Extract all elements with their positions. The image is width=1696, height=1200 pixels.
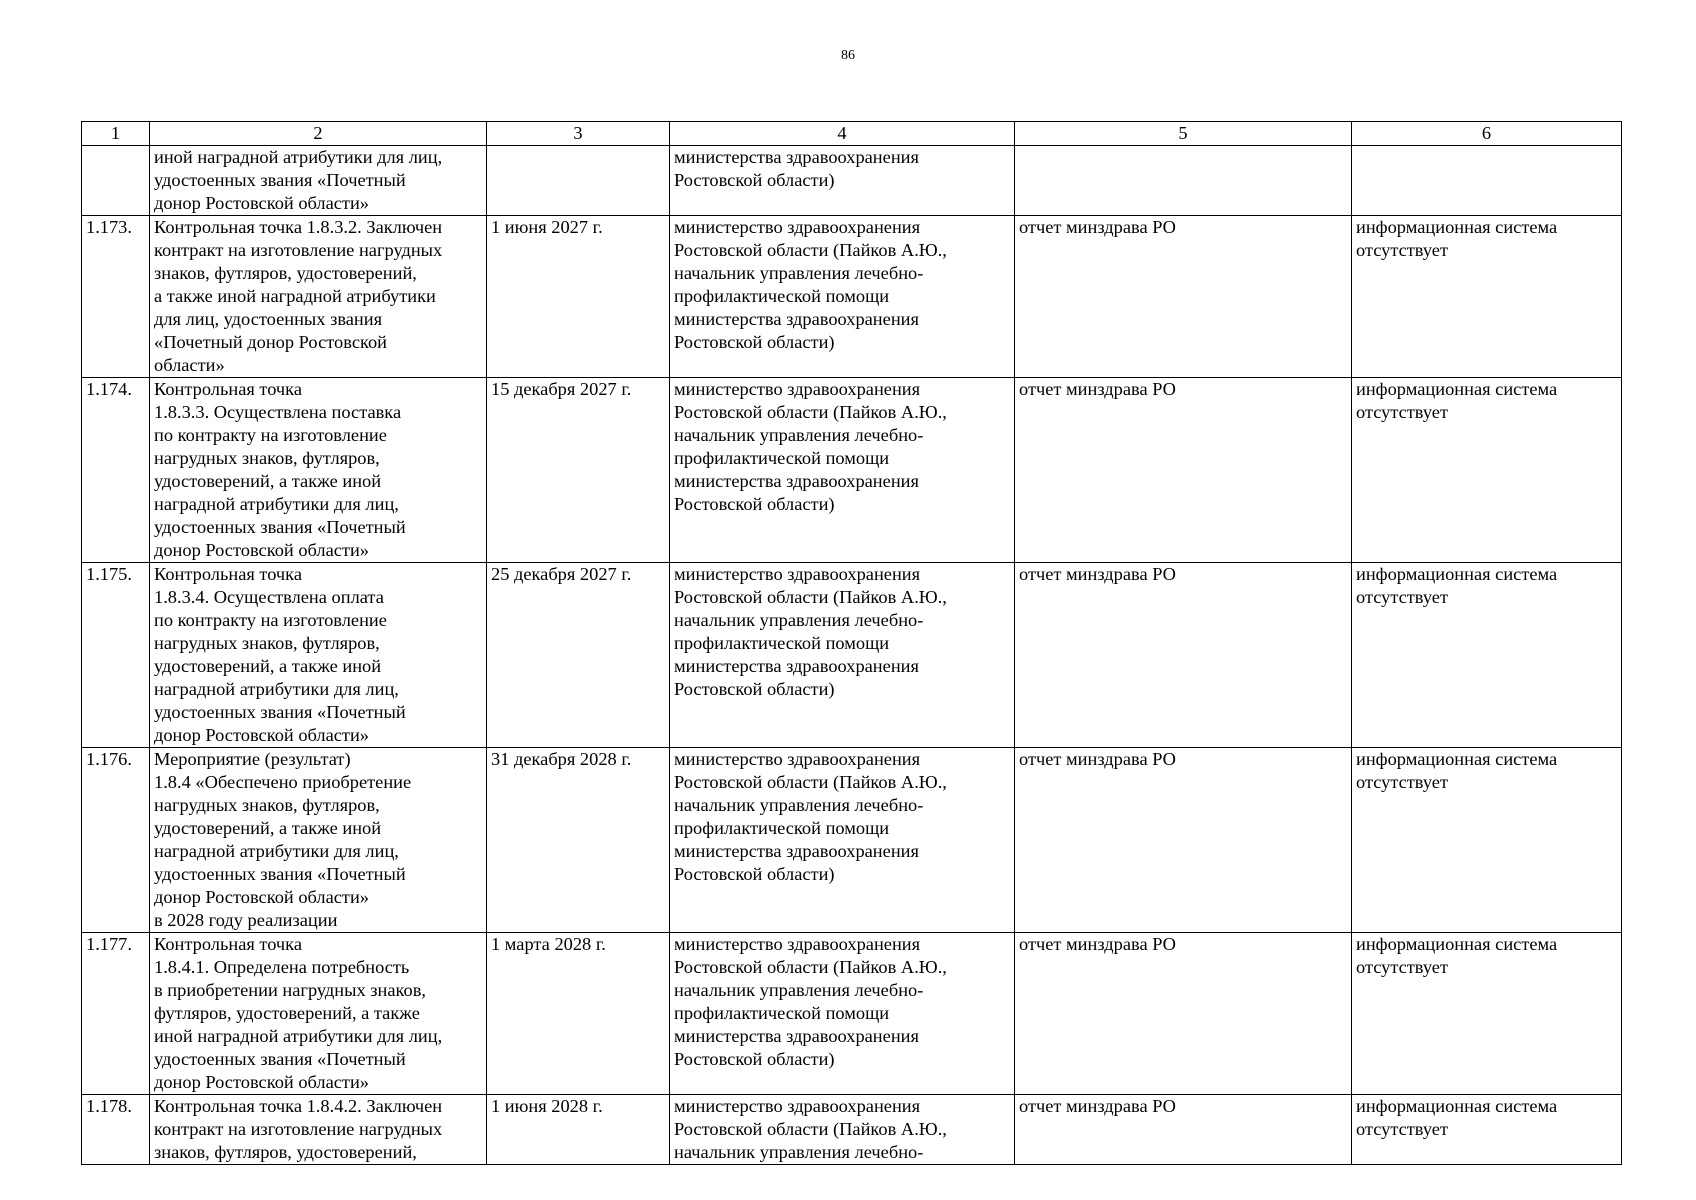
responsible-cell <box>670 216 1015 378</box>
responsible-cell-line: профилактической помощи <box>674 1003 890 1023</box>
description-cell-line: футляров, удостоверений, а также <box>154 1003 420 1023</box>
page-number: 86 <box>841 48 855 63</box>
info-system-cell-line: информационная система <box>1356 1096 1558 1116</box>
header-row <box>82 122 1622 146</box>
description-cell-line: Контрольная точка <box>154 564 303 584</box>
description-cell-line: удостоверений, а также иной <box>154 818 382 838</box>
description-cell-line: 1.8.4.1. Определена потребность <box>154 957 410 977</box>
info-system-cell <box>1352 146 1622 216</box>
plan-table <box>81 121 1622 1165</box>
responsible-cell-line: Ростовской области) <box>674 679 835 699</box>
info-system-cell <box>1352 933 1622 1095</box>
responsible-cell-line: Ростовской области) <box>674 494 835 514</box>
info-system-cell-line: отсутствует <box>1356 587 1448 607</box>
info-system-cell <box>1352 748 1622 933</box>
responsible-cell-line: Ростовской области (Пайков А.Ю., <box>674 1119 947 1139</box>
responsible-cell-line: начальник управления лечебно- <box>674 263 924 283</box>
description-cell-line: иной наградной атрибутики для лиц, <box>154 1026 443 1046</box>
responsible-cell-line: министерства здравоохранения <box>674 841 919 861</box>
description-cell-line: Контрольная точка <box>154 934 303 954</box>
responsible-cell-line: Ростовской области) <box>674 332 835 352</box>
description-cell-line: Контрольная точка 1.8.4.2. Заключен <box>154 1096 443 1116</box>
responsible-cell-line: начальник управления лечебно- <box>674 795 924 815</box>
responsible-cell-line: министерства здравоохранения <box>674 147 919 167</box>
row-number-cell: 1.175. <box>82 563 150 748</box>
responsible-cell-line: профилактической помощи <box>674 448 890 468</box>
description-cell-line: в 2028 году реализации <box>154 910 338 930</box>
deadline-cell: 15 декабря 2027 г. <box>487 378 670 563</box>
responsible-cell <box>670 378 1015 563</box>
document-cell: отчет минздрава РО <box>1015 933 1352 1095</box>
description-cell-line: Контрольная точка 1.8.3.2. Заключен <box>154 217 443 237</box>
responsible-cell <box>670 933 1015 1095</box>
info-system-cell <box>1352 216 1622 378</box>
deadline-cell: 25 декабря 2027 г. <box>487 563 670 748</box>
row-number-cell: 1.178. <box>82 1095 150 1165</box>
info-system-cell-line: информационная система <box>1356 217 1558 237</box>
table-row <box>82 1095 1622 1165</box>
description-cell-line: 1.8.4 «Обеспечено приобретение <box>154 772 412 792</box>
description-cell-line: наградной атрибутики для лиц, <box>154 679 399 699</box>
description-cell <box>150 146 487 216</box>
responsible-cell-line: Ростовской области) <box>674 1049 835 1069</box>
description-cell <box>150 378 487 563</box>
document-cell: отчет минздрава РО <box>1015 563 1352 748</box>
responsible-cell-line: министерства здравоохранения <box>674 1026 919 1046</box>
description-cell-line: 1.8.3.4. Осуществлена оплата <box>154 587 384 607</box>
table-row <box>82 933 1622 1095</box>
deadline-cell: 1 июня 2028 г. <box>487 1095 670 1165</box>
header-cell-6: 6 <box>1352 122 1622 146</box>
info-system-cell-line: информационная система <box>1356 749 1558 769</box>
document-cell: отчет минздрава РО <box>1015 216 1352 378</box>
header-cell-3: 3 <box>487 122 670 146</box>
responsible-cell-line: профилактической помощи <box>674 818 890 838</box>
description-cell-line: контракт на изготовление нагрудных <box>154 1119 443 1139</box>
responsible-cell <box>670 748 1015 933</box>
responsible-cell-line: министерство здравоохранения <box>674 564 921 584</box>
description-cell-line: знаков, футляров, удостоверений, <box>154 263 417 283</box>
description-cell-line: нагрудных знаков, футляров, <box>154 633 380 653</box>
header-cell-1: 1 <box>82 122 150 146</box>
info-system-cell-line: отсутствует <box>1356 402 1448 422</box>
responsible-cell-line: министерство здравоохранения <box>674 1096 921 1116</box>
responsible-cell-line: Ростовской области) <box>674 170 835 190</box>
info-system-cell <box>1352 378 1622 563</box>
description-cell-line: иной наградной атрибутики для лиц, <box>154 147 443 167</box>
responsible-cell-line: Ростовской области (Пайков А.Ю., <box>674 587 947 607</box>
description-cell-line: в приобретении нагрудных знаков, <box>154 980 427 1000</box>
info-system-cell-line: отсутствует <box>1356 957 1448 977</box>
info-system-cell-line: информационная система <box>1356 934 1558 954</box>
row-number-cell <box>82 146 150 216</box>
document-cell: отчет минздрава РО <box>1015 1095 1352 1165</box>
description-cell <box>150 216 487 378</box>
description-cell-line: донор Ростовской области» <box>154 193 370 213</box>
description-cell-line: по контракту на изготовление <box>154 425 387 445</box>
responsible-cell-line: профилактической помощи <box>674 633 890 653</box>
responsible-cell-line: Ростовской области (Пайков А.Ю., <box>674 957 947 977</box>
description-cell-line: по контракту на изготовление <box>154 610 387 630</box>
responsible-cell-line: Ростовской области (Пайков А.Ю., <box>674 240 947 260</box>
header-cell-5: 5 <box>1015 122 1352 146</box>
description-cell-line: а также иной наградной атрибутики <box>154 286 436 306</box>
description-cell-line: донор Ростовской области» <box>154 540 370 560</box>
description-cell-line: 1.8.3.3. Осуществлена поставка <box>154 402 402 422</box>
responsible-cell <box>670 146 1015 216</box>
description-cell <box>150 933 487 1095</box>
responsible-cell-line: профилактической помощи <box>674 286 890 306</box>
table-row <box>82 146 1622 216</box>
description-cell <box>150 1095 487 1165</box>
responsible-cell-line: начальник управления лечебно- <box>674 1142 924 1162</box>
responsible-cell <box>670 563 1015 748</box>
description-cell-line: удостоверений, а также иной <box>154 656 382 676</box>
responsible-cell-line: Ростовской области (Пайков А.Ю., <box>674 772 947 792</box>
table-body <box>82 146 1622 1165</box>
responsible-cell <box>670 1095 1015 1165</box>
responsible-cell-line: министерства здравоохранения <box>674 309 919 329</box>
responsible-cell-line: Ростовской области) <box>674 864 835 884</box>
description-cell-line: для лиц, удостоенных звания <box>154 309 383 329</box>
description-cell-line: удостоенных звания «Почетный <box>154 170 406 190</box>
description-cell-line: удостоверений, а также иной <box>154 471 382 491</box>
description-cell-line: нагрудных знаков, футляров, <box>154 448 380 468</box>
description-cell-line: Мероприятие (результат) <box>154 749 351 769</box>
info-system-cell <box>1352 1095 1622 1165</box>
responsible-cell-line: министерства здравоохранения <box>674 471 919 491</box>
table-row <box>82 563 1622 748</box>
responsible-cell-line: министерство здравоохранения <box>674 934 921 954</box>
info-system-cell <box>1352 563 1622 748</box>
header-cell-4: 4 <box>670 122 1015 146</box>
description-cell-line: удостоенных звания «Почетный <box>154 1049 406 1069</box>
row-number-cell: 1.174. <box>82 378 150 563</box>
table-row <box>82 378 1622 563</box>
description-cell-line: области» <box>154 355 225 375</box>
description-cell-line: удостоенных звания «Почетный <box>154 864 406 884</box>
responsible-cell-line: министерства здравоохранения <box>674 656 919 676</box>
responsible-cell-line: министерство здравоохранения <box>674 379 921 399</box>
description-cell-line: донор Ростовской области» <box>154 1072 370 1092</box>
description-cell-line: «Почетный донор Ростовской <box>154 332 388 352</box>
info-system-cell-line: отсутствует <box>1356 240 1448 260</box>
responsible-cell-line: министерство здравоохранения <box>674 217 921 237</box>
responsible-cell-line: Ростовской области (Пайков А.Ю., <box>674 402 947 422</box>
description-cell-line: Контрольная точка <box>154 379 303 399</box>
description-cell-line: нагрудных знаков, футляров, <box>154 795 380 815</box>
deadline-cell: 1 июня 2027 г. <box>487 216 670 378</box>
description-cell-line: контракт на изготовление нагрудных <box>154 240 443 260</box>
table-row <box>82 748 1622 933</box>
header-cell-2: 2 <box>150 122 487 146</box>
responsible-cell-line: начальник управления лечебно- <box>674 610 924 630</box>
document-cell <box>1015 146 1352 216</box>
table-row <box>82 216 1622 378</box>
description-cell-line: донор Ростовской области» <box>154 725 370 745</box>
description-cell <box>150 748 487 933</box>
info-system-cell-line: информационная система <box>1356 379 1558 399</box>
responsible-cell-line: начальник управления лечебно- <box>674 425 924 445</box>
document-cell: отчет минздрава РО <box>1015 748 1352 933</box>
deadline-cell: 1 марта 2028 г. <box>487 933 670 1095</box>
deadline-cell <box>487 146 670 216</box>
description-cell-line: наградной атрибутики для лиц, <box>154 494 399 514</box>
description-cell-line: знаков, футляров, удостоверений, <box>154 1142 417 1162</box>
info-system-cell-line: информационная система <box>1356 564 1558 584</box>
description-cell <box>150 563 487 748</box>
description-cell-line: наградной атрибутики для лиц, <box>154 841 399 861</box>
description-cell-line: удостоенных звания «Почетный <box>154 702 406 722</box>
row-number-cell: 1.176. <box>82 748 150 933</box>
description-cell-line: донор Ростовской области» <box>154 887 370 907</box>
description-cell-line: удостоенных звания «Почетный <box>154 517 406 537</box>
info-system-cell-line: отсутствует <box>1356 1119 1448 1139</box>
document-cell: отчет минздрава РО <box>1015 378 1352 563</box>
responsible-cell-line: министерство здравоохранения <box>674 749 921 769</box>
row-number-cell: 1.177. <box>82 933 150 1095</box>
row-number-cell: 1.173. <box>82 216 150 378</box>
responsible-cell-line: начальник управления лечебно- <box>674 980 924 1000</box>
info-system-cell-line: отсутствует <box>1356 772 1448 792</box>
deadline-cell: 31 декабря 2028 г. <box>487 748 670 933</box>
